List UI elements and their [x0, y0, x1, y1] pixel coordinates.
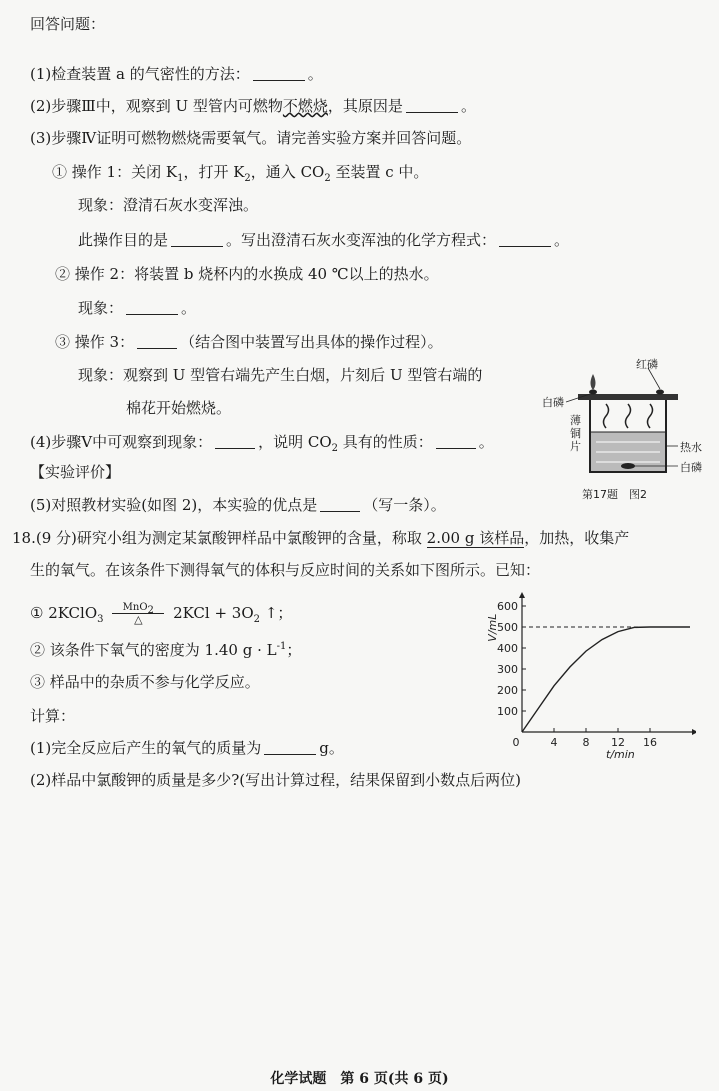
question-5: (5)对照教材实验(如图 2)，本实验的优点是 （写一条）。: [30, 496, 446, 514]
y-axis-label: V/mL: [486, 613, 499, 642]
question-2: (2)步骤Ⅲ中，观察到 U 型管内可燃物不燃烧，其原因是 。: [30, 97, 476, 115]
answer-blank[interactable]: [253, 66, 305, 81]
calculation-heading: 计算：: [30, 707, 76, 725]
y-axis-arrow: [519, 592, 525, 598]
steam: [648, 404, 653, 428]
flame-icon: [591, 374, 596, 390]
answer-blank[interactable]: [436, 434, 476, 449]
x-tick-label: 12: [611, 736, 625, 749]
y-tick-label: 500: [497, 621, 518, 634]
y-tick-label: 300: [497, 663, 518, 676]
operation-1: ① 操作 1：关闭 $K_1$，打开 $K_2$，通入 $CO_2$ 至装置 c 中。: [52, 163, 429, 184]
answer-blank[interactable]: [137, 334, 177, 349]
page-footer: 化学试题 第 6 页(共 6 页): [270, 1071, 449, 1087]
question-4: (4)步骤Ⅴ中可观察到现象： ，说明 $CO_2$ 具有的性质： 。: [30, 433, 494, 454]
operation-3-phenomenon-2: 棉花开始燃烧。: [126, 399, 232, 417]
reaction-condition: $\frac{MnO_2}{\triangle}$: [112, 602, 164, 626]
question-3: (3)步骤Ⅳ证明可燃物燃烧需要氧气。请完善实验方案并回答问题。: [30, 129, 472, 147]
x-tick-label: 16: [643, 736, 657, 749]
figure-2-apparatus: [542, 358, 708, 506]
question-18-line-1: 18.(9 分)研究小组为测定某氯酸钾样品中氯酸钾的含量，称取 2.00 g 该样品，加热，收集产: [12, 529, 630, 547]
label-red-phosphorus: 红磷: [636, 358, 658, 371]
x-axis-label: t/min: [606, 748, 635, 761]
known-2: ② 该条件下氧气的密度为 1.40 $g \cdot L^{-1}$；: [30, 641, 302, 659]
white-phosphorus-underwater: [621, 463, 635, 469]
y-tick-label: 600: [497, 600, 518, 613]
answer-blank[interactable]: [264, 740, 316, 755]
label-copper-sheet: 薄 铜 片: [570, 414, 581, 453]
figure-2-caption: 第17题 图2: [582, 488, 647, 501]
question-1: (1)检查装置 a 的气密性的方法： 。: [30, 65, 323, 83]
operation-3: ③ 操作 3： （结合图中装置写出具体的操作过程）。: [55, 333, 443, 351]
y-tick-label: 200: [497, 684, 518, 697]
red-phosphorus: [656, 390, 664, 395]
x-axis-arrow: [692, 729, 696, 735]
operation-1-phenomenon: 现象：澄清石灰水变浑浊。: [78, 196, 259, 214]
operation-2: ② 操作 2：将装置 b 烧杯内的水换成 40 ℃以上的热水。: [55, 265, 439, 283]
y-tick-label: 400: [497, 642, 518, 655]
known-3: ③ 样品中的杂质不参与化学反应。: [30, 673, 260, 691]
operation-3-phenomenon-1: 现象：观察到 U 型管右端先产生白烟，片刻后 U 型管右端的: [78, 366, 483, 384]
x-tick-label: 0: [512, 736, 520, 749]
label-white-phosphorus-bottom: 白磷: [680, 461, 702, 474]
label-white-phosphorus-top: 白磷: [542, 396, 564, 409]
x-tick-label: 4: [550, 736, 558, 749]
section-evaluation: 【实验评价】: [30, 463, 121, 481]
calc-question-1: (1)完全反应后产生的氧气的质量为 g。: [30, 739, 344, 757]
answer-blank[interactable]: [171, 232, 223, 247]
answer-blank[interactable]: [406, 98, 458, 113]
intro-line: 回答问题：: [30, 15, 106, 33]
chart-svg: [476, 592, 696, 762]
y-tick-label: 100: [497, 705, 518, 718]
white-phosphorus-on-plate: [589, 390, 597, 395]
steam: [604, 404, 609, 428]
copper-sheet: [578, 394, 678, 400]
answer-blank[interactable]: [126, 300, 178, 315]
x-tick-label: 8: [582, 736, 590, 749]
operation-1-purpose: 此操作目的是 。写出澄清石灰水变浑浊的化学方程式： 。: [78, 231, 570, 249]
operation-2-phenomenon: 现象： 。: [78, 299, 197, 317]
answer-blank[interactable]: [499, 232, 551, 247]
label-hot-water: 热水: [680, 441, 702, 454]
answer-blank[interactable]: [215, 434, 255, 449]
known-1-equation: ① 2KClO$_3$ $\frac{MnO_2}{\triangle}$ $2KCl + 3O_2$ ↑；: [30, 602, 293, 626]
question-18-line-2: 生的氧气。在该条件下测得氧气的体积与反应时间的关系如下图所示。已知：: [30, 561, 541, 579]
series-line-oxygen-volume: [522, 627, 690, 732]
oxygen-volume-chart: [476, 592, 696, 766]
calc-question-2: (2)样品中氯酸钾的质量是多少?(写出计算过程，结果保留到小数点后两位): [30, 771, 521, 789]
steam: [626, 404, 631, 428]
answer-blank[interactable]: [320, 497, 360, 512]
